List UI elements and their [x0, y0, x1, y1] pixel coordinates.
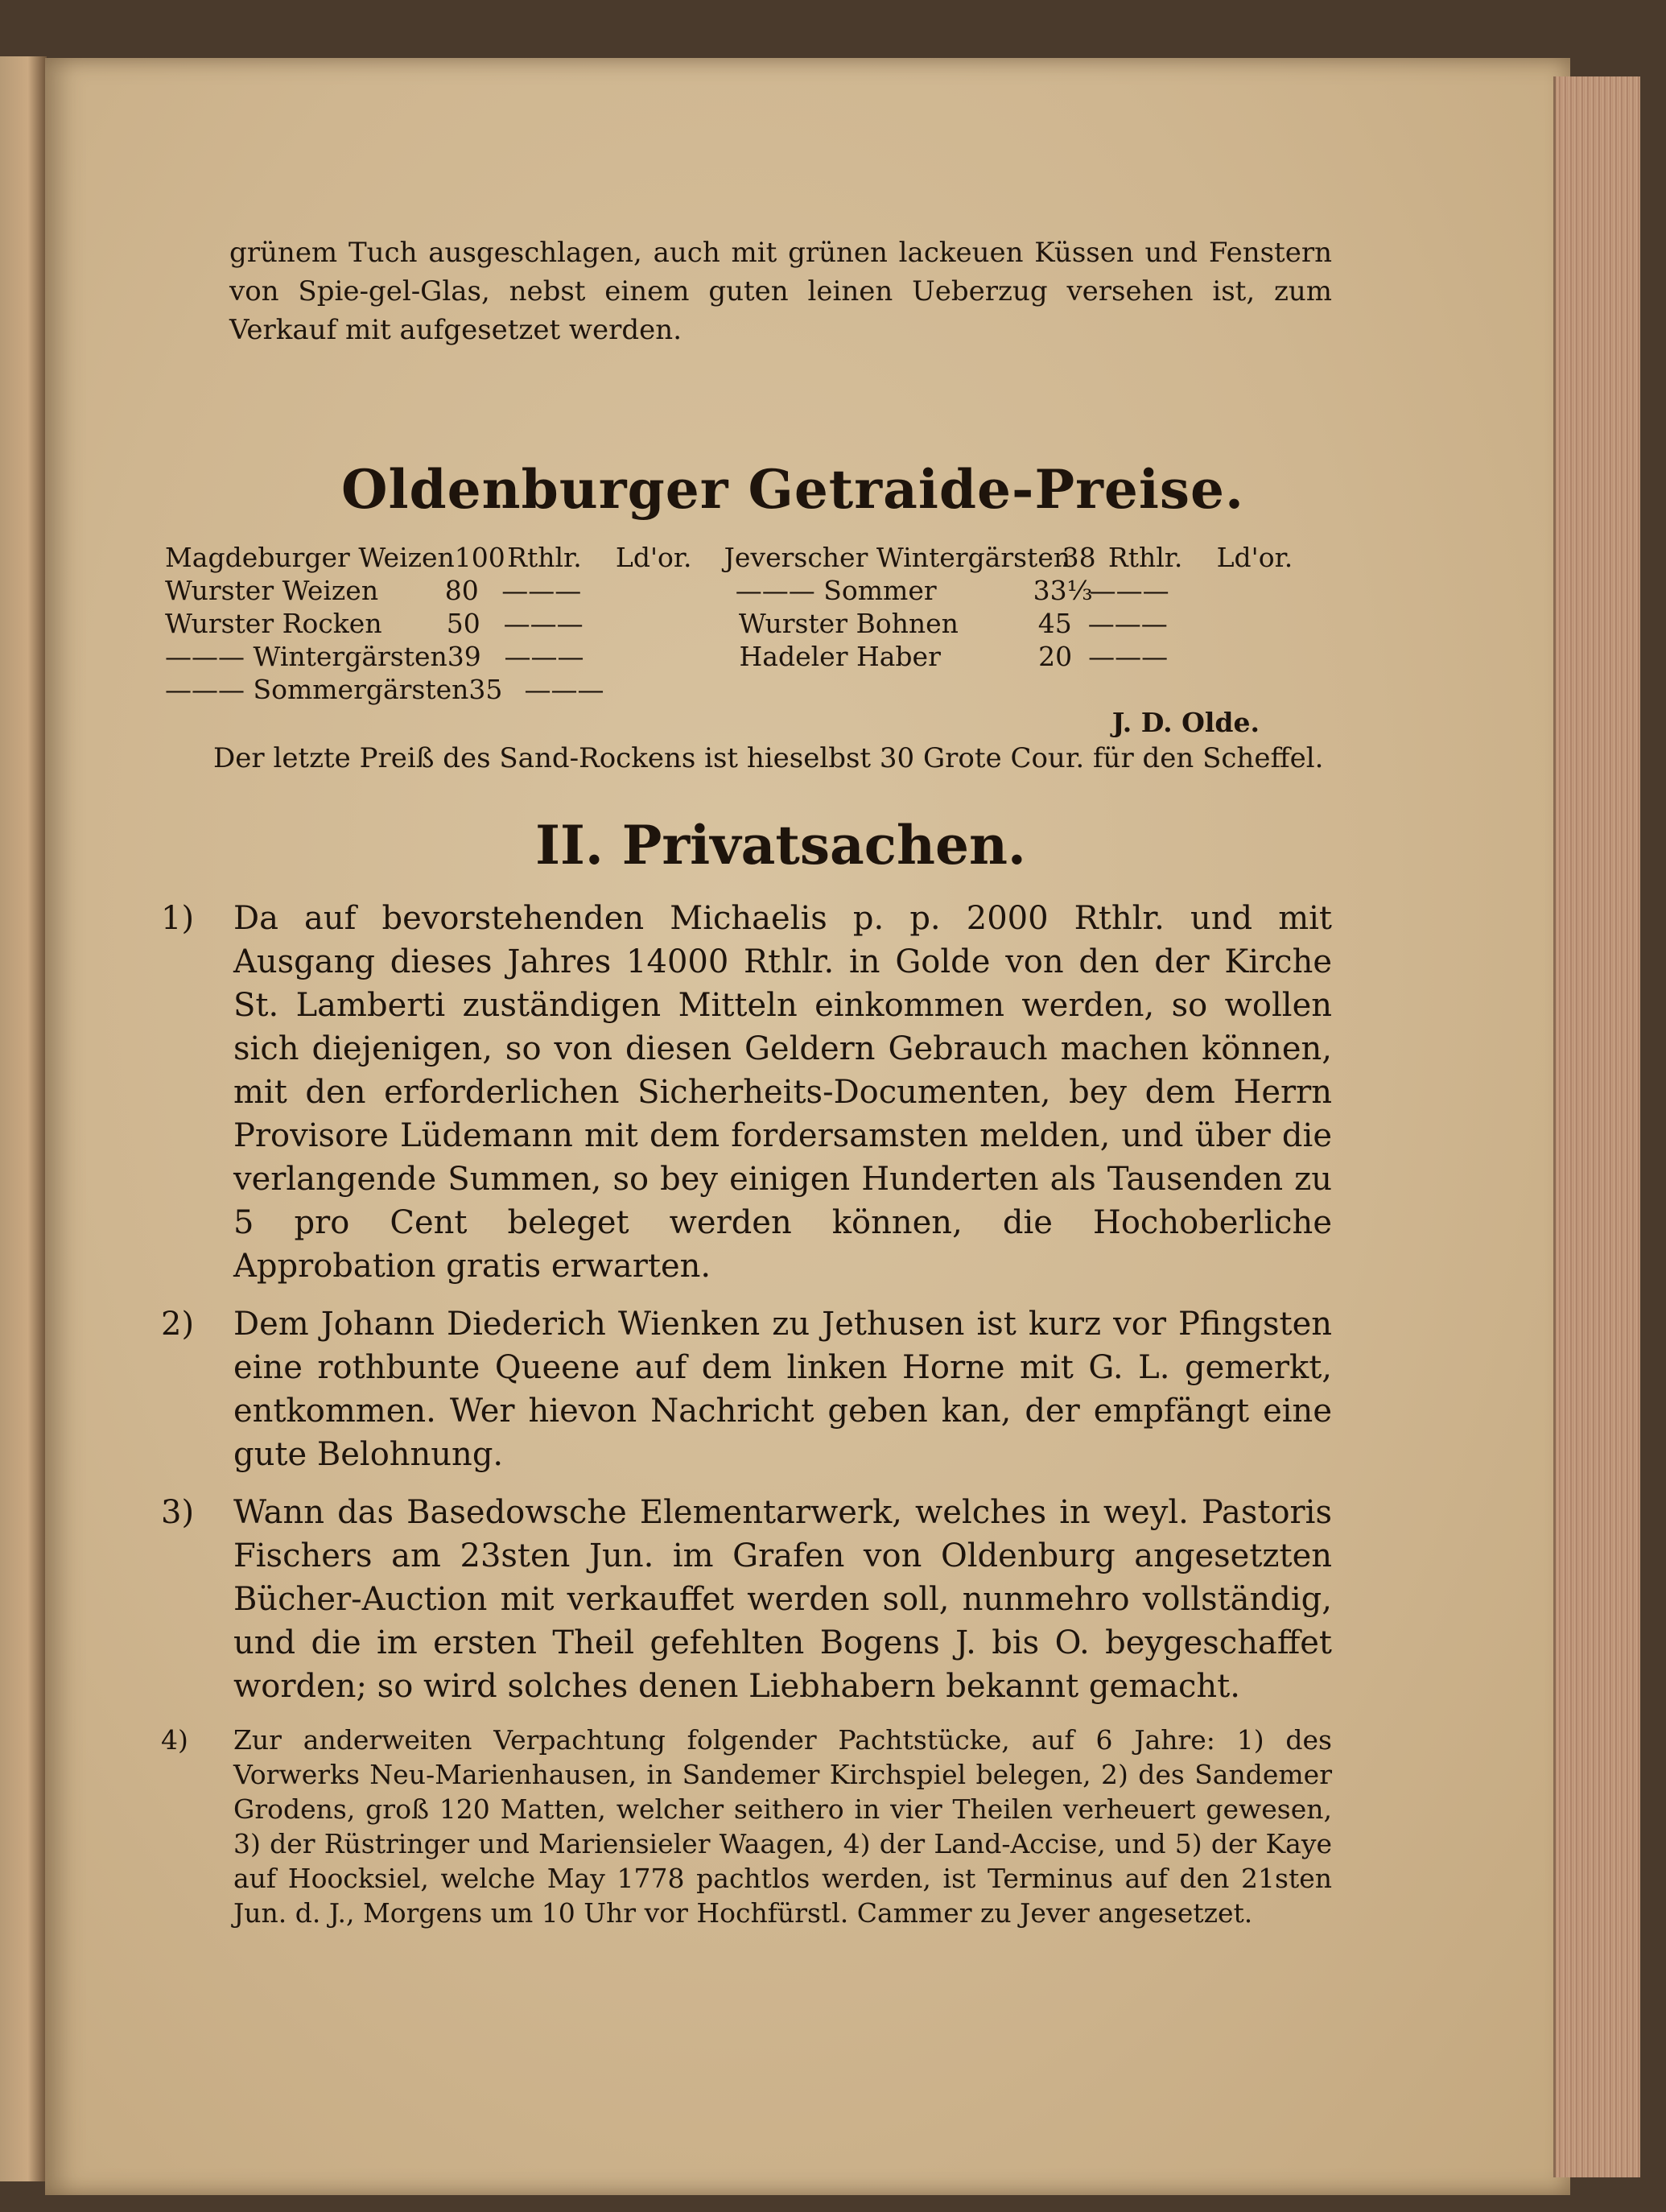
page-text	[161, 233, 1332, 1945]
price-row	[165, 673, 1348, 706]
grain-currency	[622, 640, 740, 673]
grain-price: 39	[447, 641, 481, 672]
grain-currency	[639, 673, 754, 706]
notice-number: 1)	[161, 900, 195, 937]
grain-unit-2: ———	[1088, 641, 1169, 672]
page-block-edge	[1553, 76, 1640, 2177]
price-section-title: Oldenburger Getraide-Preise.	[340, 458, 1245, 521]
grain-name: ——— Sommergärsten	[165, 674, 469, 705]
grain-price: 100	[454, 542, 505, 573]
price-row	[165, 541, 1348, 574]
grain-currency	[619, 574, 736, 607]
grain-name-2: Jeverscher Wintergärsten	[724, 542, 1071, 573]
grain-name-2: Wurster Bohnen	[738, 608, 959, 639]
price-row	[165, 607, 1348, 640]
grain-currency-2	[1206, 607, 1348, 640]
grain-price: 50	[446, 608, 480, 639]
grain-name: ——— Wintergärsten	[165, 641, 447, 672]
grain-price: 80	[444, 575, 479, 606]
notice-number: 3)	[161, 1494, 195, 1531]
grain-name-2: Hadeler Haber	[739, 641, 941, 672]
grain-name-2: ——— Sommer	[735, 575, 937, 606]
price-signature: J. D. Olde.	[1111, 707, 1260, 738]
grain-unit: Rthlr.	[507, 542, 582, 573]
grain-price-2: 20	[1038, 641, 1073, 672]
facing-page-edge	[0, 56, 47, 2181]
grain-price-2: 45	[1037, 608, 1072, 639]
notice-item	[161, 1302, 1332, 1476]
grain-currency	[621, 607, 739, 640]
grain-currency-2	[1206, 574, 1348, 607]
grain-price: 35	[468, 674, 503, 705]
grain-unit: ———	[503, 608, 584, 639]
grain-name-2	[754, 673, 1046, 706]
grain-unit-2: ———	[1089, 575, 1169, 606]
notice-text: Da auf bevorstehenden Michaelis p. p. 2000 Rthlr. und mit Ausgang dieses Jahres 14000 Rthlr. in Golde von den der Kirche St. Lamberti zuständigen Mitteln einkommen werden, so wollen sich diejenigen, so von diesen Geldern Gebrauch machen können, mit den erforderlichen Sicherheits-Documenten, bey dem Herrn Provisore Lüdemann mit dem fordersamsten melden, und über die verlangende Summen, so bey einigen Hunderten als Tausenden zu 5 pro Cent beleget werden können, die Hochoberliche Approbation gratis erwarten.	[233, 900, 1332, 1285]
grain-unit: ———	[501, 575, 582, 606]
intro-paragraph: grünem Tuch ausgeschlagen, auch mit grünen lackeuen Küssen und Fenstern von Spie-gel-Glas, nebst einem guten leinen Ueberzug versehen ist, zum Verkauf mit aufgesetzet werden.	[229, 237, 1332, 346]
grain-currency-2	[1209, 673, 1348, 706]
price-row	[165, 640, 1348, 673]
notice-text: Wann das Basedowsche Elementarwerk, welches in weyl. Pastoris Fischers am 23sten Jun. im Grafen von Oldenburg angesetzten Bücher-Auction mit verkauffet werden soll, nunmehro vollständig, und die im ersten Theil gefehlten Bogens J. bis O. beygeschaffet worden; so wird solches denen Liebhabern bekannt gemacht.	[233, 1494, 1332, 1705]
grain-name: Wurster Weizen	[165, 575, 379, 606]
grain-unit: ———	[524, 674, 604, 705]
notice-text: Zur anderweiten Verpachtung folgender Pachtstücke, auf 6 Jahre: 1) des Vorwerks Neu-Marienhausen, in Sandemer Kirchspiel belegen, 2) des Sandemer Grodens, groß 120 Matten, welcher seithero in vier Theilen verheuert gewesen, 3) der Rüstringer und Mariensieler Waagen, 4) der Land-Accise, und 5) der Kaye auf Hoocksiel, welche May 1778 pachtlos werden, ist Terminus auf den 21sten Jun. d. J., Morgens um 10 Uhr vor Hochfürstl. Cammer zu Jever angesetzet.	[233, 1724, 1332, 1929]
private-section-title: II. Privatsachen.	[535, 814, 1026, 877]
notice-number: 4)	[161, 1724, 188, 1756]
last-price-note: Der letzte Preiß des Sand-Rockens ist hieselbst 30 Grote Cour. für den Scheffel.	[213, 742, 1324, 774]
grain-currency-2: Ld'or.	[1216, 542, 1293, 573]
grain-unit-2: Rthlr.	[1107, 542, 1183, 573]
price-row	[165, 574, 1348, 607]
notice-number: 2)	[161, 1306, 195, 1343]
grain-name: Magdeburger Weizen	[165, 542, 455, 573]
grain-currency-2	[1206, 640, 1348, 673]
notice-text: Dem Johann Diederich Wienken zu Jethusen ist kurz vor Pfingsten eine rothbunte Queene auf dem linken Horne mit G. L. gemerkt, entkommen. Wer hievon Nachricht geben kan, der empfängt eine gute Belohnung.	[233, 1306, 1332, 1473]
grain-price-2: 38	[1062, 542, 1096, 573]
notice-item	[161, 897, 1332, 1288]
grain-unit: ———	[504, 641, 584, 672]
grain-name: Wurster Rocken	[165, 608, 382, 639]
grain-unit-2	[1095, 673, 1210, 706]
grain-price-2	[1045, 673, 1094, 706]
grain-price-2: 33⅓	[1033, 575, 1093, 606]
grain-currency: Ld'or.	[615, 542, 692, 573]
notice-item	[161, 1723, 1332, 1930]
grain-unit-2: ———	[1087, 608, 1168, 639]
price-table	[165, 541, 1348, 739]
notice-item	[161, 1491, 1332, 1708]
